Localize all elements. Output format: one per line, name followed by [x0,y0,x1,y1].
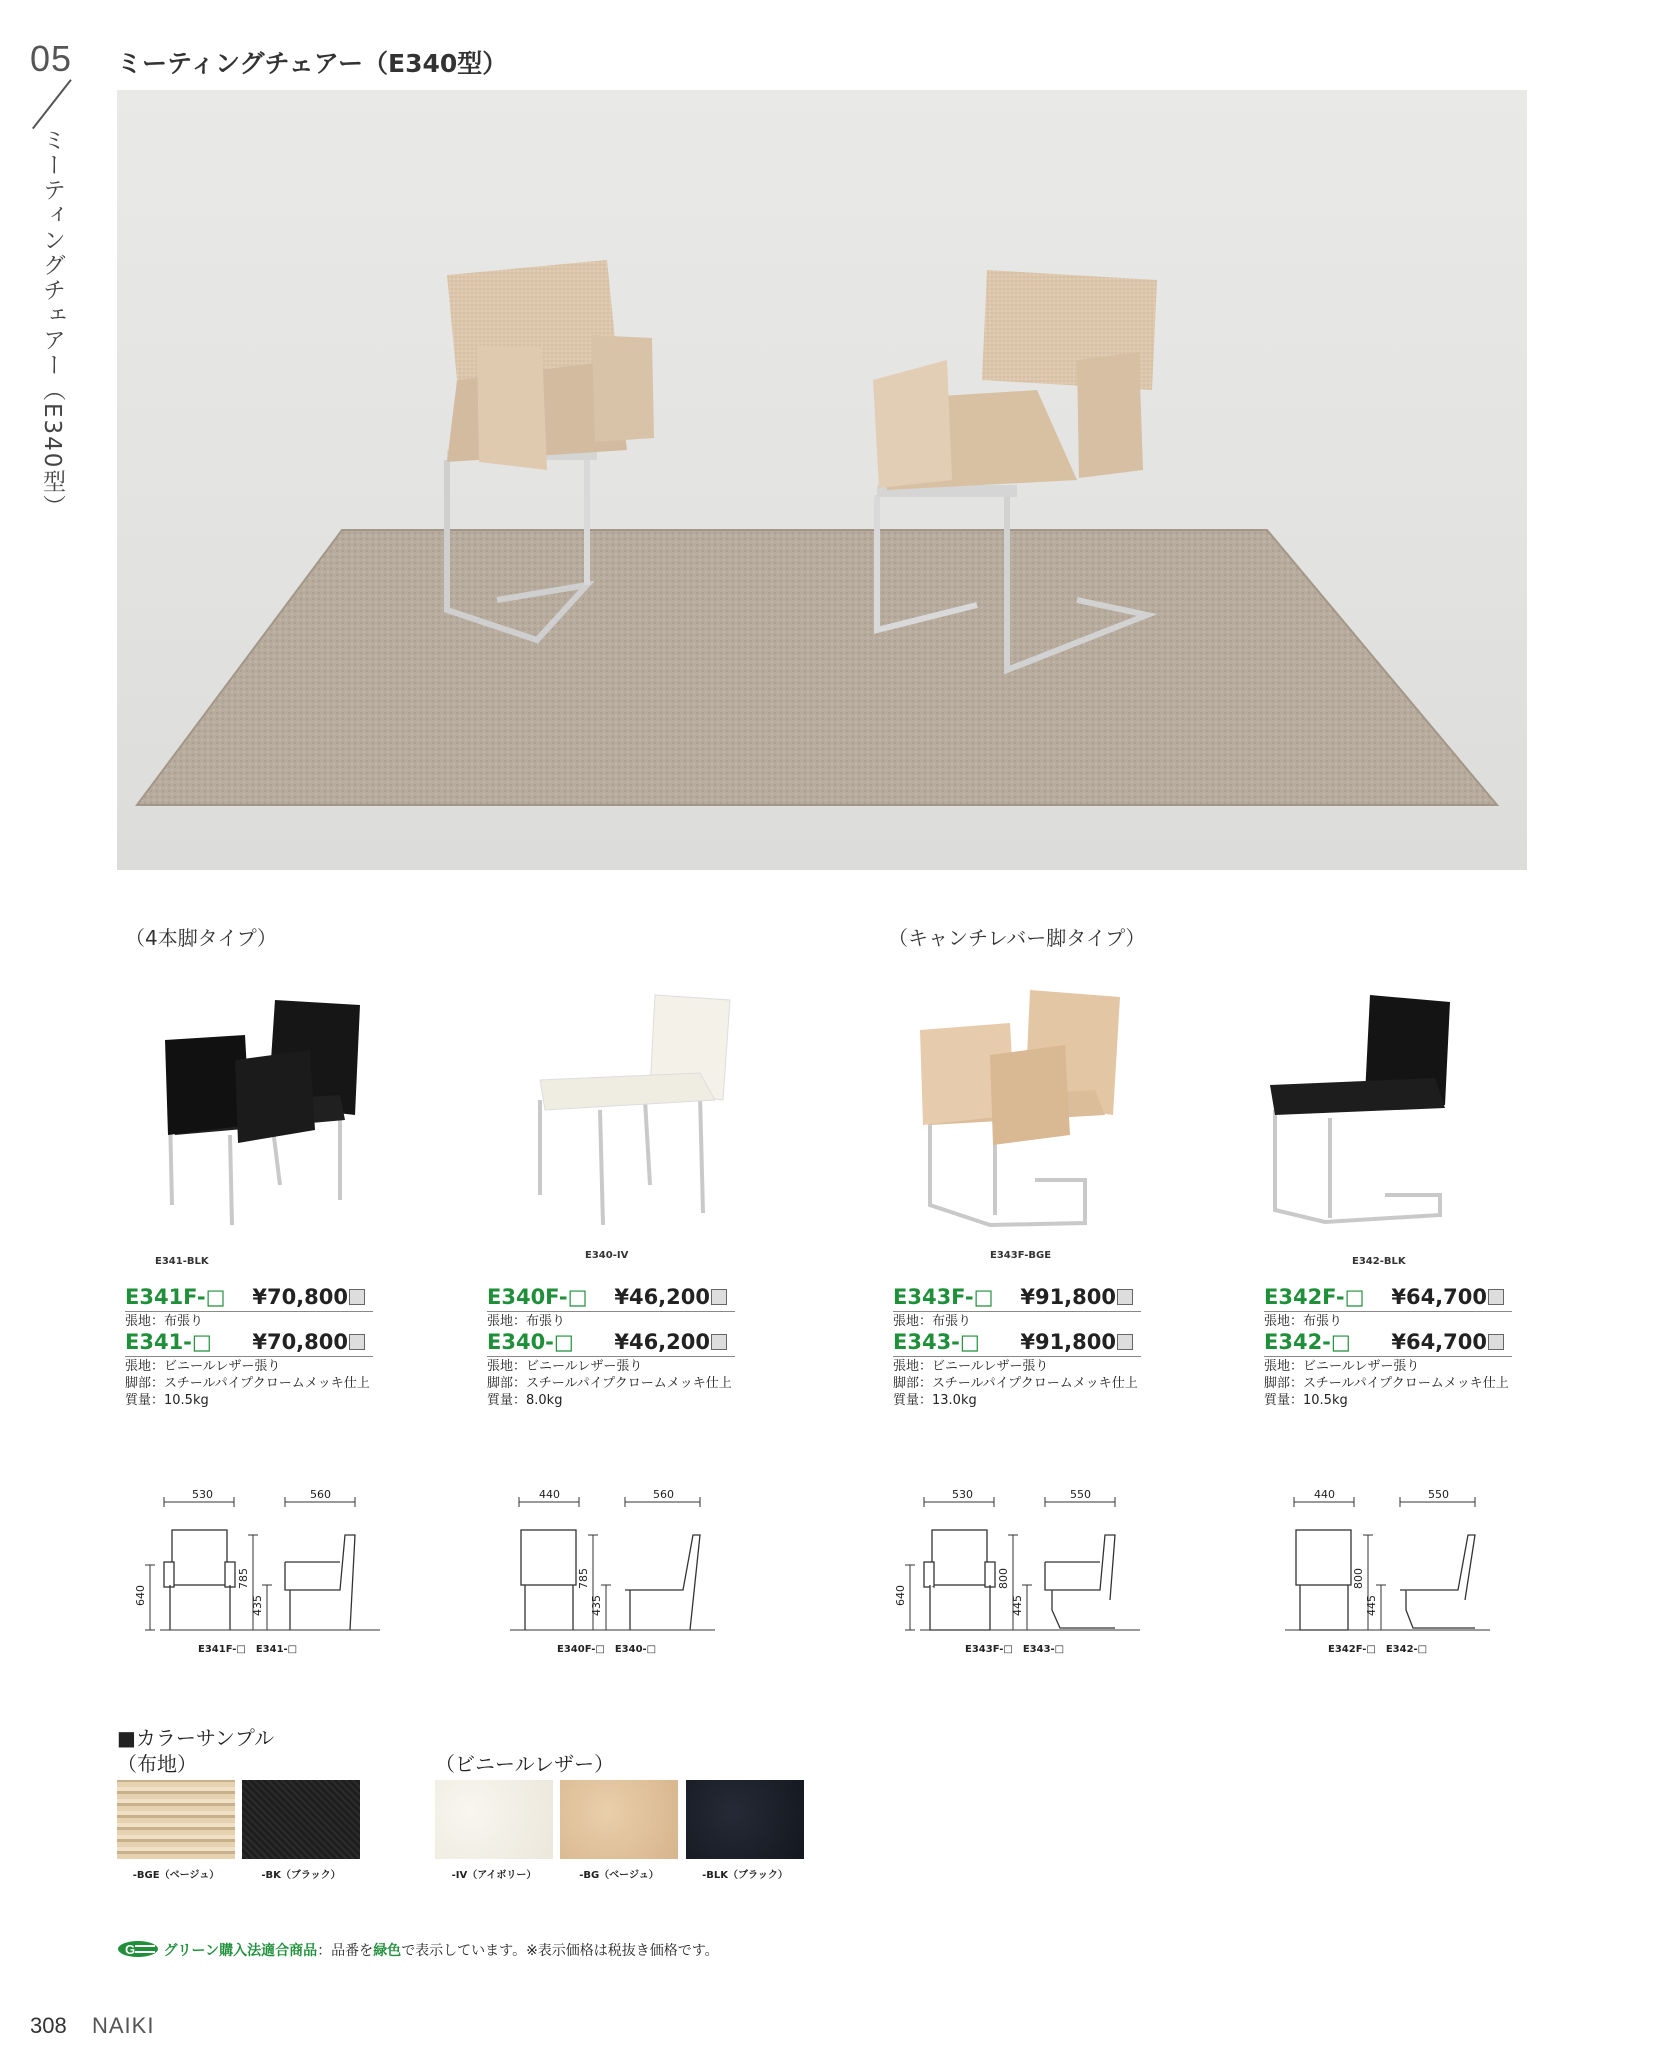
model-code: E343-□ [893,1330,980,1354]
weight-spec: 質量：10.5kg [125,1393,209,1408]
price: ¥91,800 [1020,1285,1133,1309]
model-code: E342F-□ [1264,1285,1365,1309]
dim-width: 440 [1314,1488,1335,1501]
dim-seat: 445 [1365,1595,1378,1616]
side-chapter-title: ミーティングチェアー（E340型） [39,128,65,520]
dimension-drawing-e343 [894,1488,1150,1660]
price: ¥64,700 [1391,1330,1504,1354]
spec-block-e343 [893,1285,1143,1445]
swatch-caption: -BK（ブラック） [261,1870,341,1881]
leg-spec: 脚部：スチールパイプクロームメッキ仕上 [125,1376,370,1391]
page-title: ミーティングチェアー（E340型） [117,49,508,78]
color-option-box [711,1334,727,1350]
dim-depth: 550 [1428,1488,1449,1501]
spec-block-e340 [487,1285,737,1445]
dim-depth: 560 [310,1488,331,1501]
product-photo-e342 [1265,990,1485,1230]
color-option-box [349,1289,365,1305]
note-green-word: 緑色 [373,1943,402,1959]
vinyl-model-row [893,1330,1141,1357]
swatch-caption: -BG（ベージュ） [579,1870,659,1881]
price: ¥91,800 [1020,1330,1133,1354]
swatch-caption: -IV（アイボリー） [451,1870,537,1881]
leg-spec: 脚部：スチールパイプクロームメッキ仕上 [487,1376,732,1391]
dim-height: 800 [1352,1568,1365,1589]
chapter-divider [32,79,72,129]
weight-spec: 質量：10.5kg [1264,1393,1348,1408]
vinyl-sample-label: （ビニールレザー） [435,1752,615,1776]
fabric-model-row [893,1285,1141,1312]
fabric-sample-label: （布地） [117,1752,197,1776]
dimension-drawing-e340 [505,1490,755,1660]
vinyl-spec: 張地：ビニールレザー張り [893,1359,1049,1374]
chapter-number: 05 [30,38,73,79]
hero-photo [117,90,1527,870]
dim-width: 440 [539,1488,560,1501]
price: ¥46,200 [614,1330,727,1354]
swatch-vinyl-bg[interactable] [560,1780,678,1859]
color-option-box [1117,1289,1133,1305]
green-purchase-note [117,1940,719,1960]
dim-seat: 435 [251,1595,264,1616]
price: ¥70,800 [252,1285,365,1309]
dim-height: 785 [577,1568,590,1589]
swatch-vinyl-blk[interactable] [686,1780,804,1859]
price: ¥70,800 [252,1330,365,1354]
color-option-box [1488,1334,1504,1350]
spec-block-e342 [1264,1285,1514,1445]
color-option-box [349,1334,365,1350]
dim-width: 530 [952,1488,973,1501]
swatch-vinyl-iv[interactable] [435,1780,553,1859]
fabric-model-row [487,1285,735,1312]
spec-block-e341 [125,1285,375,1445]
dimension-caption: E340F-□ E340-□ [557,1644,657,1655]
dim-height: 785 [237,1568,250,1589]
cantilever-type-label: （キャンチレバー脚タイプ） [888,926,1146,950]
dimension-caption: E342F-□ E342-□ [1328,1644,1428,1655]
dimension-caption: E341F-□ E341-□ [198,1644,298,1655]
dim-height: 800 [997,1568,1010,1589]
dim-width: 530 [192,1488,213,1501]
color-option-box [711,1289,727,1305]
fabric-spec: 張地：布張り [893,1314,972,1329]
swatch-fabric-bk[interactable] [242,1780,360,1859]
dimension-drawing-e342 [1280,1490,1510,1660]
dimension-caption: E343F-□ E343-□ [965,1644,1065,1655]
green-purchase-icon [117,1940,159,1958]
swatch-caption: -BGE（ベージュ） [132,1870,220,1881]
swatch-fabric-bge[interactable] [117,1780,235,1859]
product-photo-e343 [915,985,1145,1235]
product-photo-e341 [150,985,400,1235]
color-sample-title: ■カラーサンプル [117,1726,275,1750]
price: ¥46,200 [614,1285,727,1309]
weight-spec: 質量：8.0kg [487,1393,563,1408]
vinyl-model-row [1264,1330,1512,1357]
model-code: E340F-□ [487,1285,588,1309]
fabric-model-row [1264,1285,1512,1312]
vinyl-spec: 張地：ビニールレザー張り [1264,1359,1420,1374]
model-code: E341F-□ [125,1285,226,1309]
vinyl-model-row [487,1330,735,1357]
green-purchase-label: グリーン購入法適合商品 [163,1943,318,1959]
model-code: E340-□ [487,1330,574,1354]
product-photo-e340 [525,985,755,1235]
model-code: E343F-□ [893,1285,994,1309]
svg-text:G: G [125,1942,136,1957]
dim-arm: 640 [894,1585,907,1606]
note-text-a: ：品番を [317,1943,374,1959]
fabric-spec: 張地：布張り [125,1314,204,1329]
model-code: E341-□ [125,1330,212,1354]
fabric-model-row [125,1285,373,1312]
hero-scene [117,90,1527,870]
vinyl-model-row [125,1330,373,1357]
vinyl-spec: 張地：ビニールレザー張り [125,1359,281,1374]
vinyl-spec: 張地：ビニールレザー張り [487,1359,643,1374]
note-text-b: で表示しています。※表示価格は税抜き価格です。 [401,1943,719,1959]
fabric-spec: 張地：布張り [487,1314,566,1329]
brand-name: NAIKI [92,2013,155,2038]
dim-seat: 445 [1011,1595,1024,1616]
leg-spec: 脚部：スチールパイプクロームメッキ仕上 [1264,1376,1509,1391]
color-option-box [1488,1289,1504,1305]
dim-arm: 640 [134,1585,147,1606]
swatch-caption: -BLK（ブラック） [702,1870,788,1881]
dim-depth: 560 [653,1488,674,1501]
page-number: 308 [30,2013,67,2038]
leg-spec: 脚部：スチールパイプクロームメッキ仕上 [893,1376,1138,1391]
model-code: E342-□ [1264,1330,1351,1354]
rug [137,530,1497,805]
price: ¥64,700 [1391,1285,1504,1309]
dim-seat: 435 [590,1595,603,1616]
dimension-drawing-e341 [134,1488,390,1660]
dim-depth: 550 [1070,1488,1091,1501]
four-leg-type-label: （4本脚タイプ） [125,926,277,950]
weight-spec: 質量：13.0kg [893,1393,977,1408]
fabric-spec: 張地：布張り [1264,1314,1343,1329]
color-option-box [1117,1334,1133,1350]
